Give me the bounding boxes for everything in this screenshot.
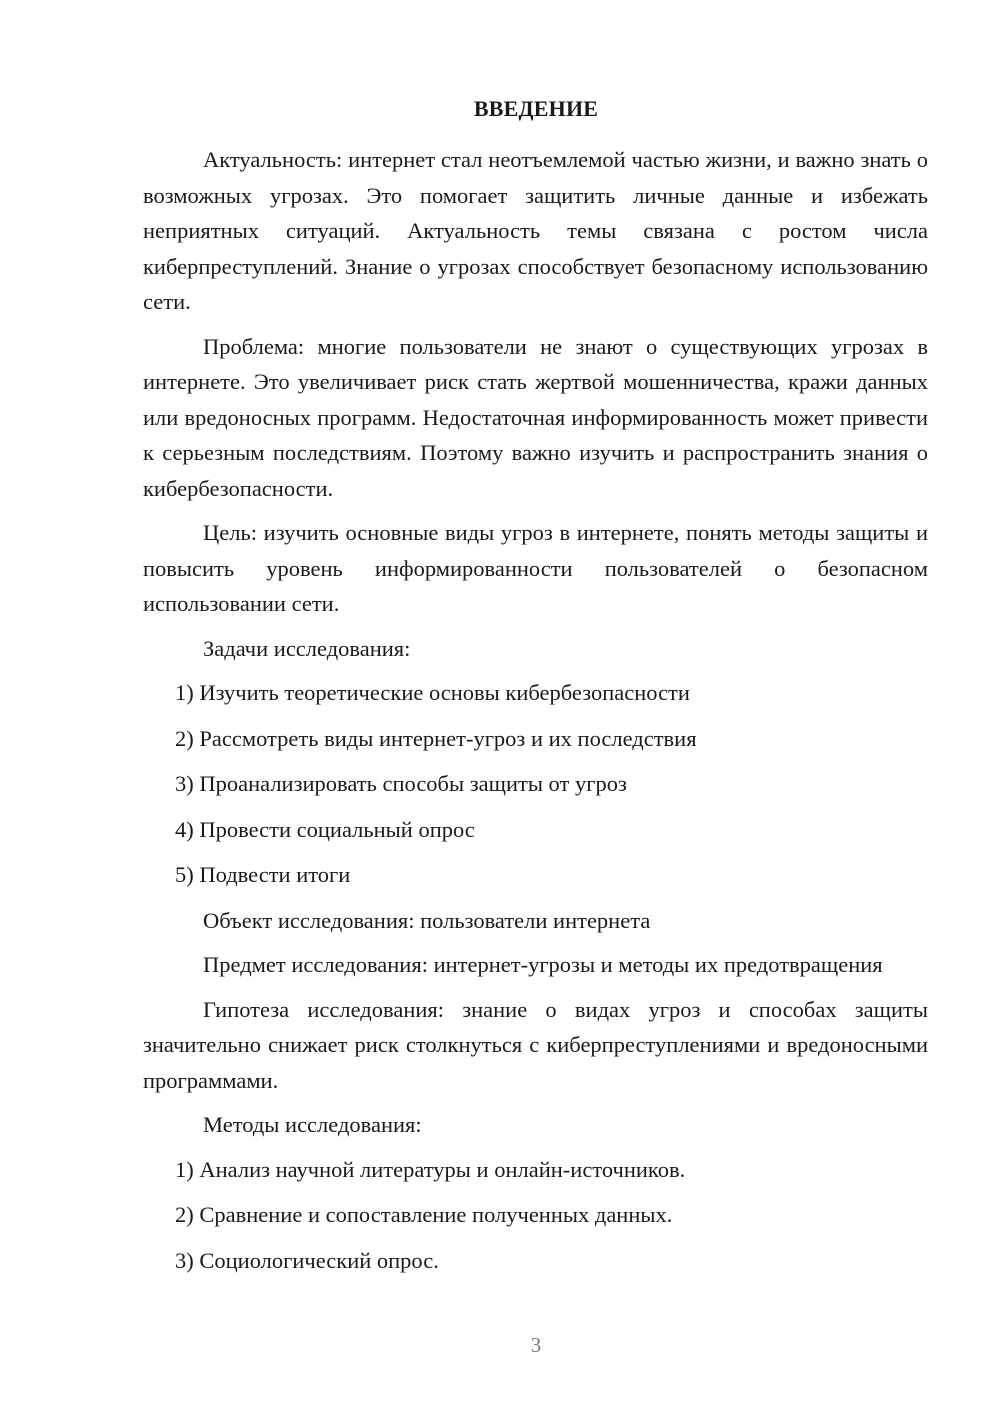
page-number: 3 <box>530 1333 542 1357</box>
methods-heading: Методы исследования: <box>203 1112 422 1137</box>
task-item: 3) Проанализировать способы защиты от угроз <box>175 771 627 796</box>
subject-paragraph: Предмет исследования: интернет-угрозы и методы их предотвращения <box>203 952 883 977</box>
method-item: 1) Анализ научной литературы и онлайн-источников. <box>175 1156 686 1182</box>
task-item: 4) Провести социальный опрос <box>175 816 475 842</box>
hypothesis-paragraph: Гипотеза исследования: знание о видах угроз и способах защиты значительно снижает риск столкнуться с киберпреступлениями и вредоносными программами. <box>143 996 928 1093</box>
section-title: ВВЕДЕНИЕ <box>473 96 599 121</box>
object-line: Объект исследования: пользователи интернета <box>203 907 651 933</box>
task-item: 5) Подвести итоги <box>175 862 351 887</box>
task-item: 2) Рассмотреть виды интернет-угроз и их последствия <box>175 725 697 751</box>
problem-paragraph: Проблема: многие пользователи не знают о существующих угрозах в интернете. Это увеличивает риск стать жертвой мошенничества, кражи данных или вредоносных программ. Недостаточная информированность может привести к серьезным последствиям. Поэтому важно изучить и распространить знания о кибербезопасности. <box>143 333 928 501</box>
relevance-paragraph: Актуальность: интернет стал неотъемлемой частью жизни, и важно знать о возможных угрозах. Это помогает защитить личные данные и избежать неприятных ситуаций. Актуальность темы связана с ростом числа киберпреступлений. Знание о угрозах способствует безопасному использованию сети. <box>143 147 928 314</box>
section-body <box>143 142 928 1288</box>
tasks-heading: Задачи исследования: <box>203 635 411 661</box>
method-item: 2) Сравнение и сопоставление полученных данных. <box>175 1202 673 1227</box>
task-item: 1) Изучить теоретические основы кибербезопасности <box>175 680 690 705</box>
goal-paragraph: Цель: изучить основные виды угроз в интернете, понять методы защиты и повысить уровень информированности пользователей о безопасном использовании сети. <box>143 520 928 616</box>
method-item: 3) Социологический опрос. <box>175 1247 439 1273</box>
